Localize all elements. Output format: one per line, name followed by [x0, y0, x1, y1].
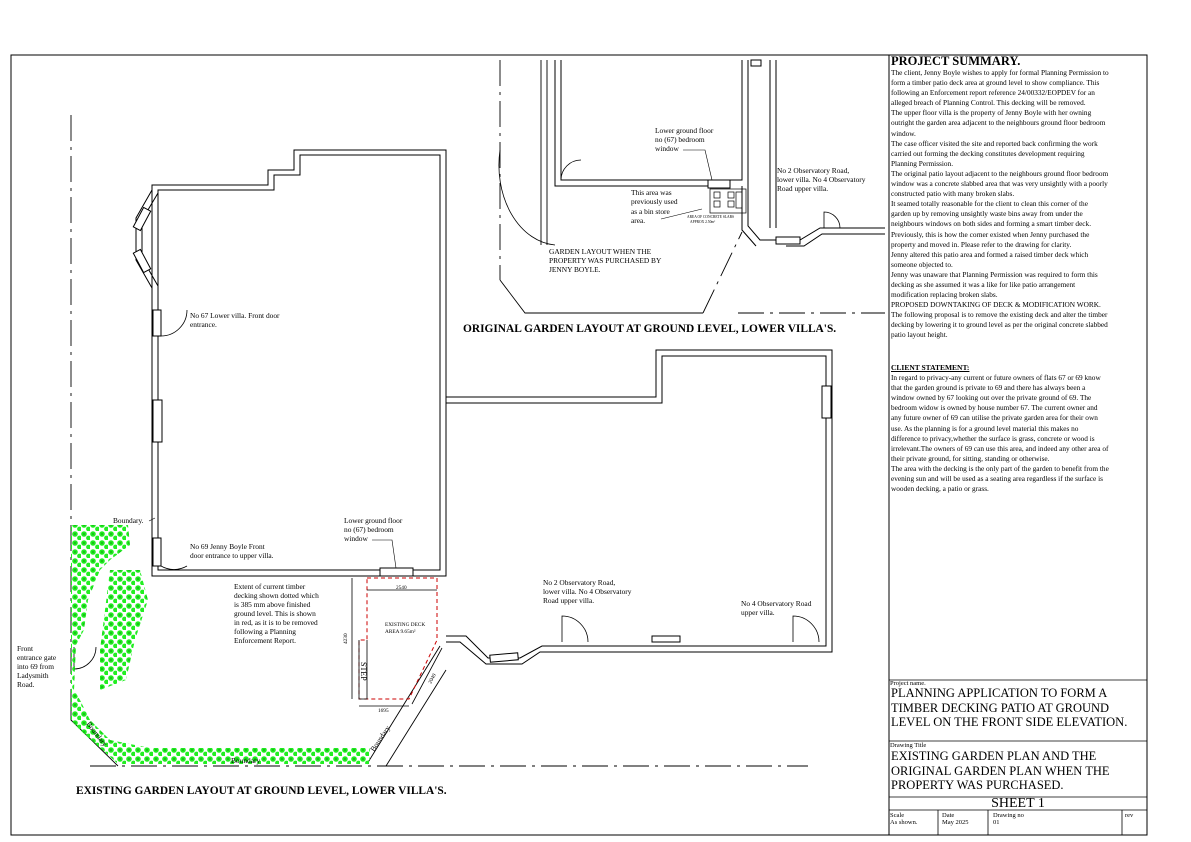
label-no4-road: No 4 Observatory Road: [741, 599, 812, 608]
text-line: window.: [891, 128, 916, 138]
project-name: PLANNING APPLICATION TO FORM A TIMBER DECKING PATIO AT GROUND LEVEL ON THE FRONT SIDE ELEVATION.: [891, 686, 1128, 729]
text-line: decking as she assumed it was a like for like patio arrangement: [891, 279, 1076, 289]
label-no67-door: No 67 Lower villa. Front door: [190, 311, 280, 320]
svg-text:into 69 from: into 69 from: [17, 662, 54, 671]
dim-bottom: 1695: [378, 708, 389, 714]
label-boundary-bottom: Boundary: [231, 756, 261, 765]
text-line: Jenny altered this patio area and formed a raised timber deck which: [891, 249, 1089, 259]
label-no2-road: No 2 Observatory Road,: [543, 578, 616, 587]
text-line: The upper floor villa is the property of Jenny Boyle with her owning: [891, 108, 1092, 118]
orig-label-bin-store: This area was: [631, 188, 672, 197]
text-line: outright the garden area adjacent to the neighbours ground floor bedroom: [891, 118, 1106, 128]
svg-text:Road upper villa.: Road upper villa.: [543, 596, 595, 605]
text-line: their private ground, for sitting, standing or otherwise.: [891, 453, 1050, 463]
text-line: wooden decking, a patio or grass.: [891, 484, 989, 494]
svg-text:Enforcement Report.: Enforcement Report.: [234, 636, 296, 645]
svg-text:Road upper villa.: Road upper villa.: [777, 184, 829, 193]
text-line: difference to privacy,whether the surface is grass, concrete or wood is: [891, 433, 1095, 443]
text-line: that the garden ground is private to 69 and there has always been a: [891, 383, 1086, 393]
leader-lines: [149, 150, 712, 568]
orig-label-bedroom: Lower ground floor: [655, 126, 714, 135]
text-line: irrelevant.The owners of 69 can use this area, and indeed any other area of: [891, 443, 1109, 453]
svg-text:ground level. This is shown: ground level. This is shown: [234, 609, 316, 618]
text-line: neighbours windows on both sides and forming a smart timber deck.: [891, 219, 1092, 229]
existing-plan-labels: [17, 311, 812, 765]
svg-text:door entrance to upper villa.: door entrance to upper villa.: [190, 551, 274, 560]
sheet-number: SHEET 1: [991, 796, 1045, 811]
label-front-gate: Front: [17, 644, 34, 653]
text-line: The case officer visited the site and reported back confirming the work: [891, 138, 1098, 148]
label-no69-door: No 69 Jenny Boyle Front: [190, 542, 265, 551]
label-deck-extent: Extent of current timber: [234, 582, 306, 591]
text-line: constructed patio with many broken slabs.: [891, 189, 1015, 199]
text-line: PROPOSED DOWNTAKING OF DECK & MODIFICATION WORK.: [891, 300, 1101, 310]
svg-text:upper villa.: upper villa.: [741, 608, 775, 617]
svg-text:PROPERTY WAS PURCHASED BY: PROPERTY WAS PURCHASED BY: [549, 256, 662, 265]
svg-text:entrance gate: entrance gate: [17, 653, 57, 662]
hedge-planting: [71, 525, 370, 764]
existing-deck-outline: [359, 578, 437, 699]
label-bedroom-window: Lower ground floor: [344, 516, 403, 525]
dim-top: 2540: [396, 585, 407, 591]
text-line: garden up by removing unsightly waste bins away from under the: [891, 209, 1083, 219]
svg-text:entrance.: entrance.: [190, 320, 217, 329]
svg-text:in red, as it is to be removed: in red, as it is to be removed: [234, 618, 318, 627]
svg-text:Ladysmith: Ladysmith: [17, 671, 49, 680]
client-statement-heading: CLIENT STATEMENT:: [891, 363, 970, 372]
project-summary: [891, 55, 1143, 341]
project-summary-text: [891, 68, 1143, 341]
original-plan-title: ORIGINAL GARDEN LAYOUT AT GROUND LEVEL, LOWER VILLA'S.: [463, 323, 837, 335]
text-line: alleged breach of Planning Control. This decking will be removed.: [891, 98, 1086, 108]
text-line: The following proposal is to remove the existing deck and alter the timber: [891, 310, 1108, 320]
existing-plan-title: EXISTING GARDEN LAYOUT AT GROUND LEVEL, LOWER VILLA'S.: [76, 785, 447, 797]
svg-text:area.: area.: [631, 216, 646, 225]
text-line: someone objected to.: [891, 259, 953, 269]
svg-text:lower villa. No 4 Observatory: lower villa. No 4 Observatory: [543, 587, 632, 596]
existing-house-67: [136, 150, 446, 576]
text-line: Jenny was unaware that Planning Permission was required to form this: [891, 269, 1098, 279]
svg-text:AREA 9.65m²: AREA 9.65m²: [385, 629, 416, 635]
text-line: The client, Jenny Boyle wishes to apply for formal Planning Permission to: [891, 68, 1109, 77]
scale-cell: Scale As shown.: [890, 812, 918, 826]
text-line: Previously, this is how the corner existed when Jenny purchased the: [891, 229, 1090, 239]
svg-text:No 67 Lower villa. Front door: [190, 311, 280, 320]
svg-text:lower villa. No 4 Observatory: lower villa. No 4 Observatory: [777, 175, 866, 184]
client-statement: [891, 363, 1143, 494]
text-line: any future owner of 69 can utilise the private garden area for their own: [891, 413, 1098, 423]
svg-text:window: window: [344, 534, 368, 543]
text-line: carried out forming the decking constitutes development requiring: [891, 148, 1085, 158]
text-line: modification replacing broken slabs.: [891, 290, 998, 300]
label-boundary-top: Boundary.: [113, 516, 144, 525]
existing-observatory-windows: [490, 386, 831, 662]
text-line: patio layout height.: [891, 330, 948, 340]
svg-text:no (67) bedroom: no (67) bedroom: [655, 135, 705, 144]
text-line: use. As the planning is for a ground level material this makes no: [891, 423, 1079, 433]
existing-deck-labels: [343, 585, 438, 714]
label-existing-deck: EXISTING DECK: [385, 622, 426, 628]
svg-text:AREA OF CONCRETE SLABS: AREA OF CONCRETE SLABS: [687, 215, 735, 219]
text-line: The area with the decking is the only part of the garden to benefit from the: [891, 463, 1109, 473]
rev-cell: rev: [1125, 812, 1134, 819]
label-boundary-right: Boundary: [368, 723, 392, 754]
svg-text:as a bin store: as a bin store: [631, 207, 670, 216]
svg-text:JENNY BOYLE.: JENNY BOYLE.: [549, 265, 601, 274]
dim-diagonal: 2040: [427, 672, 438, 685]
dim-left: 4230: [343, 633, 349, 644]
text-line: evening sun and will be used as a seating area regardless if the surface is: [891, 474, 1103, 484]
text-line: following an Enforcement report reference 24/00332/EOPDEV for an: [891, 88, 1095, 98]
orig-label-garden-layout: GARDEN LAYOUT WHEN THE: [549, 247, 652, 256]
text-line: The original patio layout adjacent to the neighbours ground floor bedroom: [891, 168, 1109, 178]
text-line: In regard to privacy-any current or future owners of flats 67 or 69 know: [891, 373, 1101, 383]
original-plan-labels: [549, 126, 866, 274]
text-line: bedroom widow is owned by house number 67. The current owner and: [891, 403, 1098, 413]
drawing-title: EXISTING GARDEN PLAN AND THE ORIGINAL GARDEN PLAN WHEN THE PROPERTY WAS PURCHASED.: [891, 749, 1110, 792]
label-boundary-left: Boundary: [84, 719, 110, 749]
text-line: It seamed totally reasonable for the client to clean this corner of the: [891, 199, 1088, 209]
label-step: STEP: [359, 662, 368, 681]
project-summary-heading: PROJECT SUMMARY.: [891, 54, 1021, 68]
orig-concrete-label: [687, 215, 734, 224]
text-line: window owned by 67 looking out over the private ground of 69. The: [891, 393, 1092, 403]
orig-label-no2-road: No 2 Observatory Road,: [777, 166, 850, 175]
drawing-no-cell: Drawing no 01: [993, 812, 1024, 826]
existing-deck-step: [352, 578, 442, 706]
client-statement-text: [891, 373, 1143, 494]
text-line: decking by lowering it to ground level as per the original concrete slabbed: [891, 320, 1108, 330]
text-line: Planning Permission.: [891, 158, 954, 168]
notes-panel: [889, 55, 1147, 835]
svg-text:window: window: [655, 144, 679, 153]
text-line: window was a concrete slabbed area that was very unsightly with a poorly: [891, 179, 1108, 189]
svg-text:following a Planning: following a Planning: [234, 627, 296, 636]
svg-text:Road.: Road.: [17, 680, 35, 689]
drawing-title-label: Drawing Title: [890, 742, 927, 749]
svg-text:is 385 mm above finished: is 385 mm above finished: [234, 600, 311, 609]
text-line: form a timber patio deck area at ground level to show compliance. This: [891, 78, 1100, 88]
svg-text:APPROX 2.50m²: APPROX 2.50m²: [690, 220, 716, 224]
original-bin-store: [710, 189, 746, 213]
text-line: property and moved in. Please refer to the drawing for clarity.: [891, 239, 1072, 249]
svg-text:previously used: previously used: [631, 197, 678, 206]
date-cell: Date May 2025: [942, 812, 969, 826]
svg-text:decking shown dotted which: decking shown dotted which: [234, 591, 319, 600]
project-name-label: Project name.: [890, 680, 926, 687]
existing-observatory-doors: [562, 616, 819, 642]
svg-text:no (67) bedroom: no (67) bedroom: [344, 525, 394, 534]
